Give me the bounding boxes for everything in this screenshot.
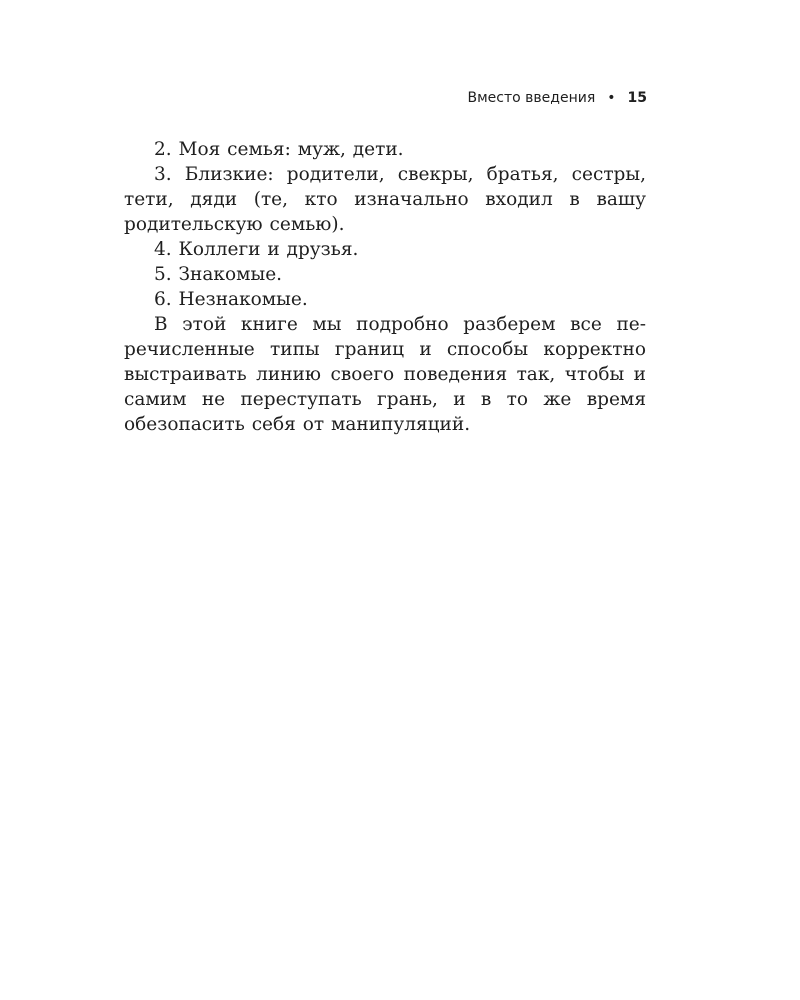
section-title: Вместо введения xyxy=(467,90,596,106)
paragraph-list-item-4: 4. Коллеги и друзья. xyxy=(154,239,359,260)
running-head xyxy=(468,88,647,108)
paragraph-list-item-5: 5. Знакомые. xyxy=(154,264,283,285)
paragraph-list-item-6: 6. Незнакомые. xyxy=(154,289,308,310)
paragraph-summary: В этой книге мы подробно разберем все перечисленные типы границ и способы корректно выстраивать линию своего поведения так, чтобы и самим не переступать грань, и в то же время обезопасить себя от манипуляций. xyxy=(124,314,646,435)
paragraph-list-item-3: 3. Близкие: родители, свекры, братья, сестры, тети, дяди (те, кто изначально входил в вашу родительскую семью). xyxy=(124,164,646,235)
header-bullet: • xyxy=(607,90,616,106)
page-number: 15 xyxy=(627,90,647,106)
body-text xyxy=(124,137,646,437)
paragraph-list-item-2: 2. Моя семья: муж, дети. xyxy=(154,139,404,160)
